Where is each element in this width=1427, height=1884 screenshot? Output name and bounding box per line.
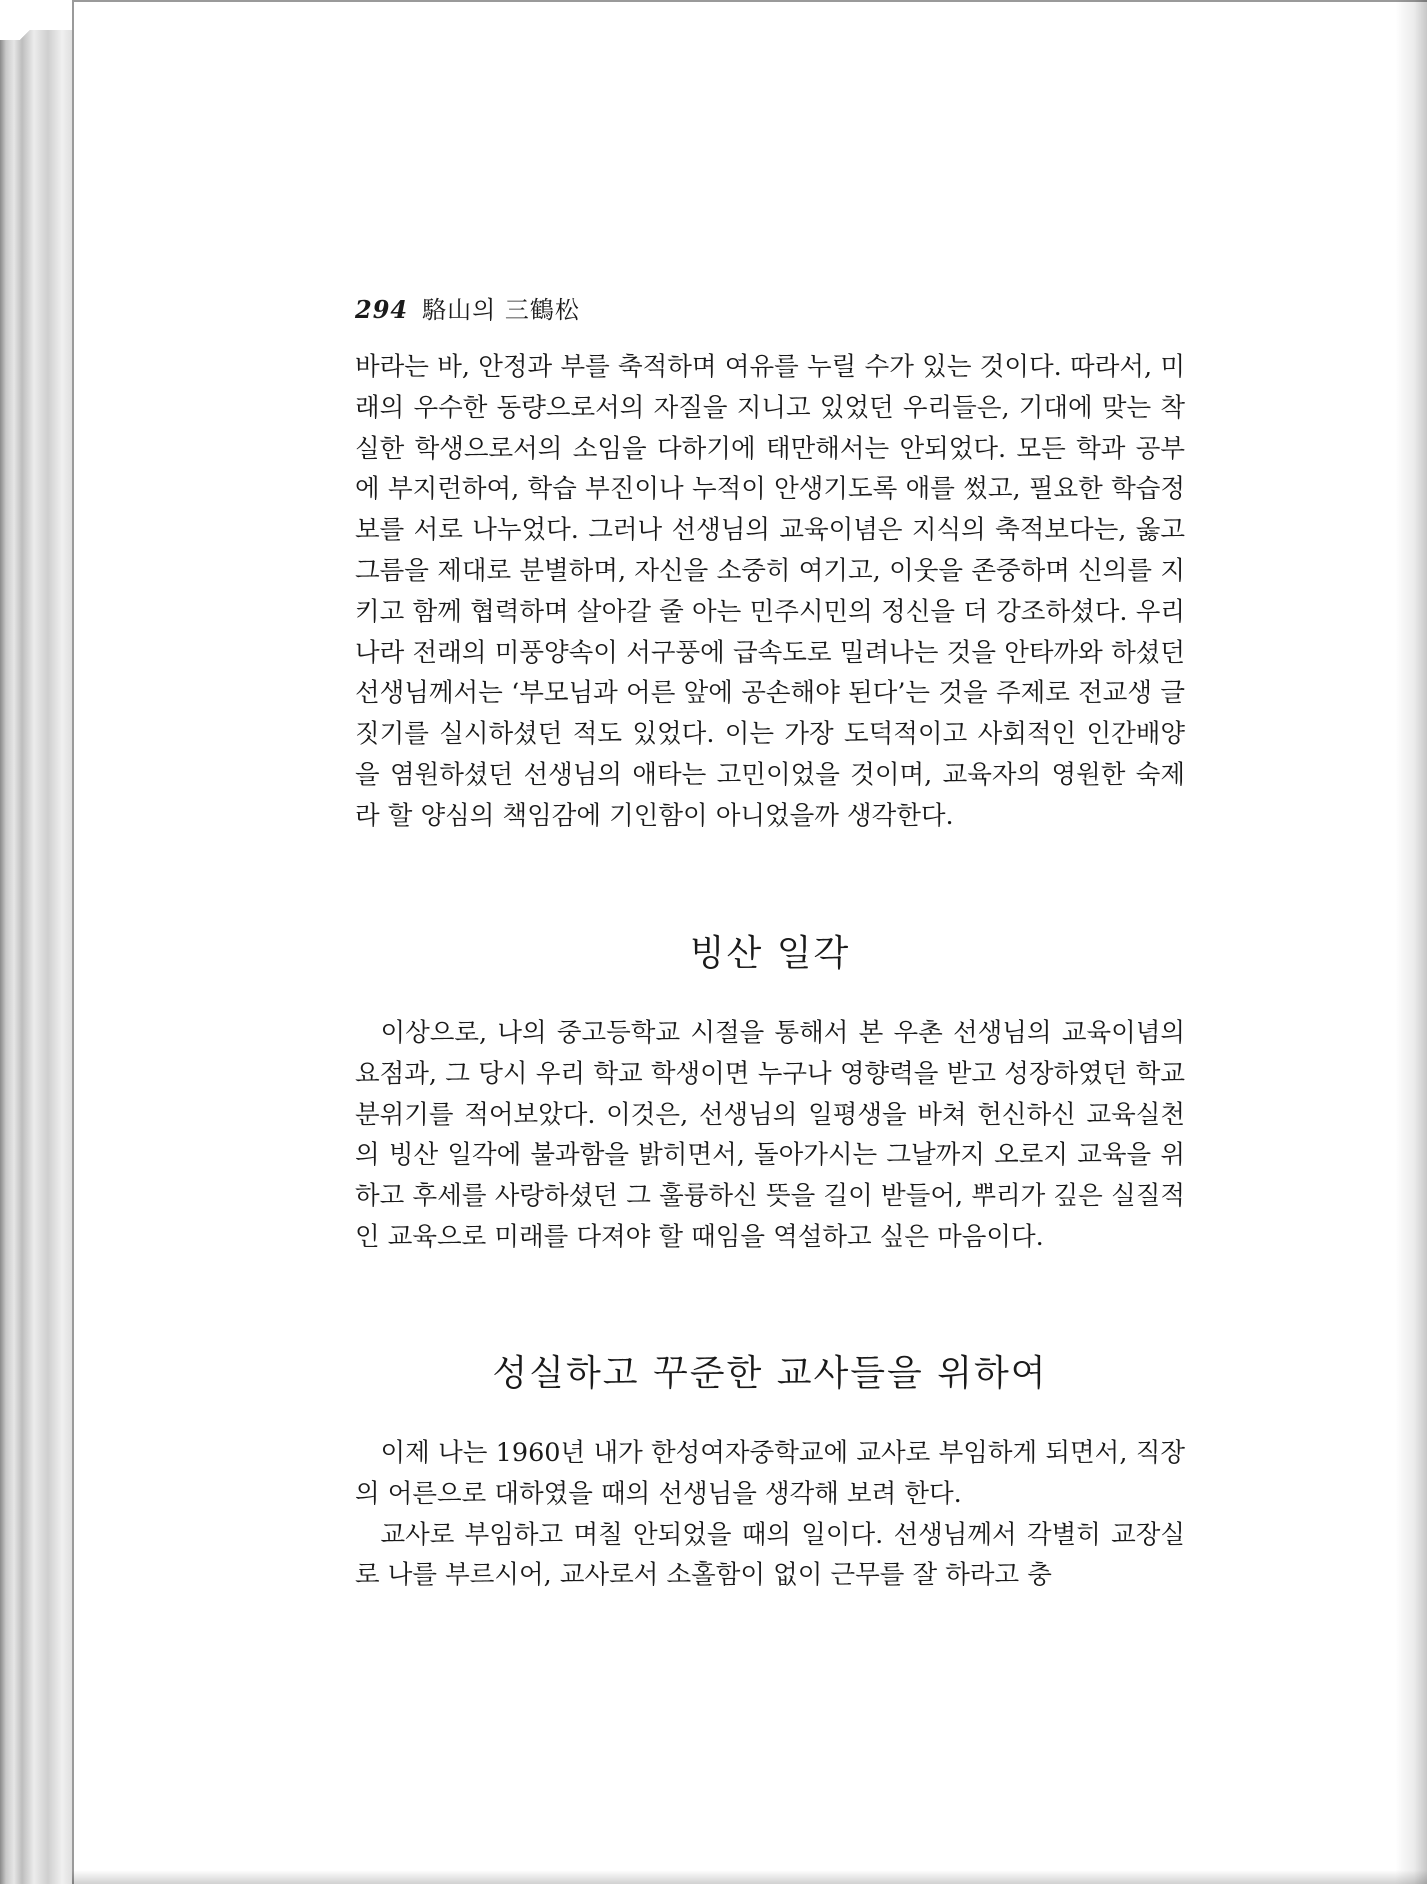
paragraph-text: 바라는 바, 안정과 부를 축적하며 여유를 누릴 수가 있는 것이다. 따라서, 미래의 우수한 동량으로서의 자질을 지니고 있었던 우리들은, 기대에 맞는 착실한 학생으로서의 소임을 다하기에 태만해서는 안되었다. 모든 학과 공부에 부지런하여, 학습 부진이나 누적이 안생기도록 애를 썼고, 필요한 학습정보를 서로 나누었다. 그러나 선생님의 교육이념은 지식의 축적보다는, 옳고 그름을 제대로 분별하며, 자신을 소중히 여기고, 이웃을 존중하며 신의를 지키고 함께 협력하며 살아갈 줄 아는 민주시민의 정신을 더 강조하셨다. 우리나라 전래의 미풍양속이 서구풍에 급속도로 밀려나는 것을 안타까와 하셨던 선생님께서는 ‘부모님과 어른 앞에 공손해야 된다’는 것을 주제로 전교생 글짓기를 실시하셨던 적도 있었다. 이는 가장 도덕적이고 사회적인 인간배양을 염원하셨던 선생님의 애타는 고민이었을 것이며, 교육자의 영원한 숙제라 할 양심의 책임감에 기인함이 아니었을까 생각한다. [355,352,1185,831]
paragraph-text: 이상으로, 나의 중고등학교 시절을 통해서 본 우촌 선생님의 교육이념의 요점과, 그 당시 우리 학교 학생이면 누구나 영향력을 받고 성장하였던 학교 분위기를 적어보았다. 이것은, 선생님의 일평생을 바쳐 헌신하신 교육실천의 빙산 일각에 불과함을 밝히면서, 돌아가시는 그날까지 오로지 교육을 위하고 후세를 사랑하셨던 그 훌륭하신 뜻을 길이 받들어, 뿌리가 깊은 실질적인 교육으로 미래를 다져야 할 때임을 역설하고 싶은 마음이다. [355,1018,1185,1252]
book-page-edges [0,30,74,1884]
section-heading-iceberg: 빙산 일각 [689,933,851,974]
book-corner [0,0,80,40]
section-heading-teachers: 성실하고 꾸준한 교사들을 위하여 [492,1353,1048,1394]
body-paragraph-1 [355,347,1185,837]
running-head [355,290,580,325]
body-paragraph-3 [355,1433,1185,1596]
paragraph-text: 이제 나는 1960년 내가 한성여자중학교에 교사로 부임하게 되면서, 직장의 어른으로 대하였을 때의 선생님을 생각해 보려 한다. [355,1438,1185,1509]
page-number: 294 [355,295,409,324]
body-paragraph-2 [355,1013,1185,1258]
paragraph-text: 교사로 부임하고 며칠 안되었을 때의 일이다. 선생님께서 각별히 교장실로 나를 부르시어, 교사로서 소홀함이 없이 근무를 잘 하라고 충 [355,1519,1185,1591]
page-shadow-bottom [72,1870,1427,1884]
page-shadow-right [1395,0,1427,1884]
book-title: 駱山의 三鶴松 [422,296,580,324]
